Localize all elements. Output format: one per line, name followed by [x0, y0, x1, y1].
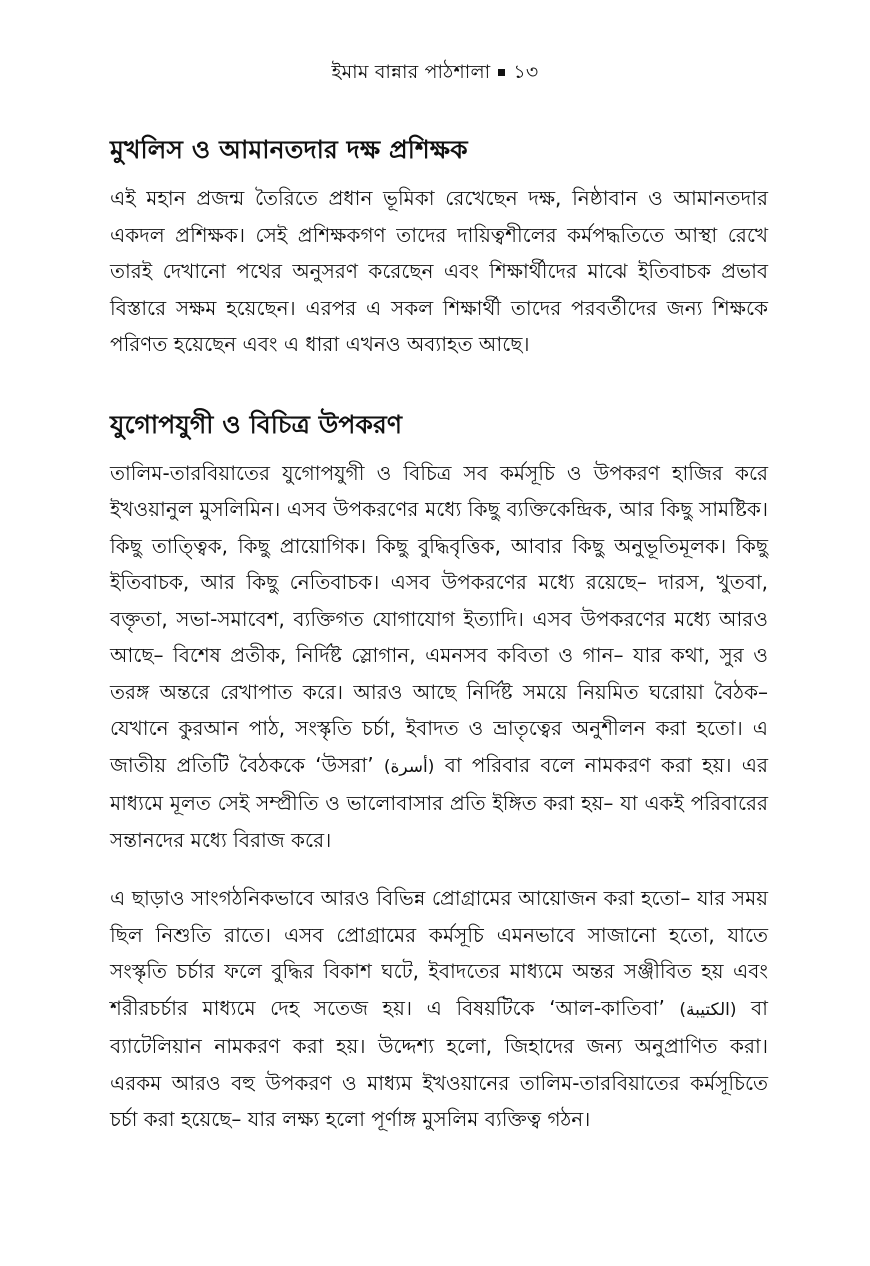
arabic-term: (أسرة)	[383, 756, 435, 777]
paragraph-text: এ ছাড়াও সাংগঠনিকভাবে আরও বিভিন্ন প্রোগ্রামের আয়োজন করা হতো– যার সময় ছিল নিশুতি রাতে। এসব প্রোগ্রামের কর্মসূচি এমনভাবে সাজানো হতো, যাতে সংস্কৃতি চর্চার ফলে বুদ্ধির বিকাশ ঘটে, ইবাদতের মাধ্যমে অন্তর সঞ্জীবিত হয় এবং শরীরচর্চার মাধ্যমে দেহ সতেজ হয়। এ বিষয়টিকে ‘আল-কাতিবা’	[110, 886, 768, 1020]
paragraph-text: বা পরিবার বলে নামকরণ করা হয়। এর মাধ্যমে মূলত সেই সম্প্রীতি ও ভালোবাসার প্রতি ইঙ্গিত করা হয়– যা একই পরিবারের সন্তানদের মধ্যে বিরাজ করে।	[110, 752, 769, 852]
section-trainers	[110, 128, 768, 363]
paragraph	[110, 880, 768, 1138]
arabic-term: (الكتيبة)	[679, 999, 737, 1020]
section-heading: মুখলিস ও আমানতদার দক্ষ প্রশিক্ষক	[110, 135, 468, 164]
page-body	[110, 128, 768, 1138]
section-heading: যুগোপযুগী ও বিচিত্র উপকরণ	[110, 409, 403, 439]
paragraph: এই মহান প্রজন্ম তৈরিতে প্রধান ভূমিকা রেখেছেন দক্ষ, নিষ্ঠাবান ও আমানতদার একদল প্রশিক্ষক। সেই প্রশিক্ষকগণ তাদের দায়িত্বশীলের কর্মপদ্ধতিতে আস্থা রেখে তারই দেখানো পথের অনুসরণ করেছেন এবং শিক্ষার্থীদের মাঝে ইতিবাচক প্রভাব বিস্তারে সক্ষম হয়েছেন। এরপর এ সকল শিক্ষার্থী তাদের পরবর্তীদের জন্য শিক্ষকে পরিণত হয়েছেন এবং এ ধারা এখনও অব্যাহত আছে।	[110, 186, 768, 356]
paragraph	[110, 455, 768, 859]
header-separator	[498, 69, 505, 76]
book-title: ইমাম বান্নার পাঠশালা	[331, 61, 491, 83]
page-number: ১৩	[513, 61, 539, 83]
running-header	[0, 58, 870, 90]
paragraph-text: তালিম-তারবিয়াতের যুগোপযুগী ও বিচিত্র সব কর্মসূচি ও উপকরণ হাজির করে ইখওয়ানুল মুসলিমিন। এসব উপকরণের মধ্যে কিছু ব্যক্তিকেন্দ্রিক, আর কিছু সামষ্টিক। কিছু তাত্ত্বিক, কিছু প্রায়োগিক। কিছু বুদ্ধিবৃত্তিক, আবার কিছু অনুভূতিমূলক। কিছু ইতিবাচক, আর কিছু নেতিবাচক। এসব উপকরণের মধ্যে রয়েছে– দারস, খুতবা, বক্তৃতা, সভা-সমাবেশ, ব্যক্তিগত যোগাযোগ ইত্যাদি। এসব উপকরণের মধ্যে আরও আছে– বিশেষ প্রতীক, নির্দিষ্ট স্লোগান, এমনসব কবিতা ও গান– যার কথা, সুর ও তরঙ্গ অন্তরে রেখাপাত করে। আরও আছে নির্দিষ্ট সময়ে নিয়মিত ঘরোয়া বৈঠক– যেখানে কুরআন পাঠ, সংস্কৃতি চর্চা, ইবাদত ও ভ্রাতৃত্বের অনুশীলন করা হতো। এ জাতীয় প্রতিটি বৈঠককে ‘উসরা’	[110, 460, 768, 777]
paragraph-text: বা ব্যাটেলিয়ান নামকরণ করা হয়। উদ্দেশ্য হলো, জিহাদের জন্য অনুপ্রাণিত করা। এরকম আরও বহু উপকরণ ও মাধ্যম ইখওয়ানের তালিম-তারবিয়াতের কর্মসূচিতে চর্চা করা হয়েছে– যার লক্ষ্য হলো পূর্ণাঙ্গ মুসলিম ব্যক্তিত্ব গঠন।	[110, 995, 768, 1131]
section-materials	[110, 403, 768, 1138]
